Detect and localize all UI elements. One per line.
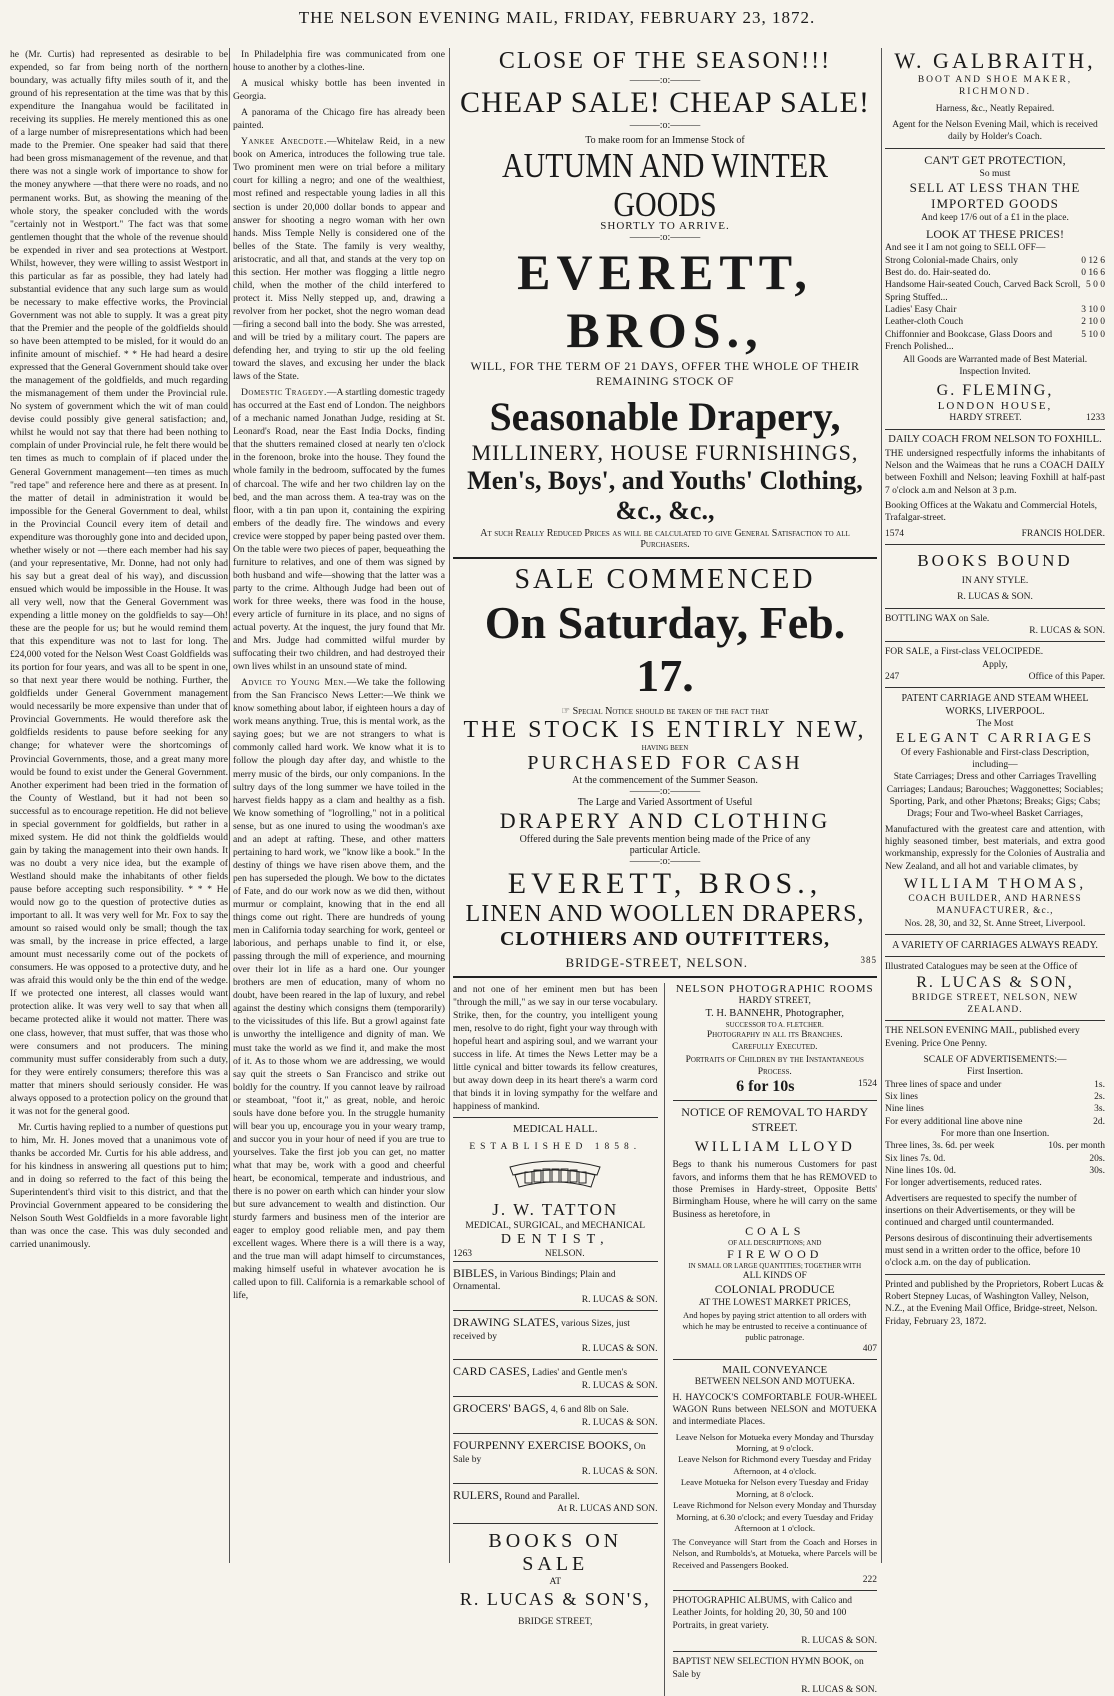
price-item: Strong Colonial-made Chairs, only [885, 255, 1018, 266]
lucas-ad-text: various Sizes, just received by [453, 1319, 630, 1342]
ad-line: PURCHASED FOR CASH [527, 752, 803, 774]
ad-line: LOOK AT THESE PRICES! [926, 227, 1064, 242]
ad-line: Booking Offices at the Wakatu and Commercial Hotels, Trafalgar-street. [885, 500, 1098, 524]
price-value: 5 10 0 [1081, 329, 1105, 340]
divider [453, 1523, 658, 1524]
ad-line: BRIDGE STREET, [518, 1616, 593, 1627]
price-value: 2s. [1094, 1091, 1105, 1102]
ad-line: Begs to thank his numerous Customers for past favors, and informs them that he has REMOVED to those Premises in Hardy-street, Opposite Betts' Birmingham House, where he will carry on the same Business as heretofore, in [672, 1160, 877, 1220]
divider [885, 1020, 1105, 1021]
article-paragraph: In Philadelphia fire was communicated from one house to another by a clothes-line. [233, 49, 445, 74]
ad-line: EVERETT, BROS., [517, 244, 813, 358]
ad-line: Seasonable Drapery, [489, 394, 841, 439]
ad-line: IN SMALL OR LARGE QUANTITIES; TOGETHER WITH [688, 1262, 862, 1271]
article-text: —A startling domestic tragedy has occurred at the East end of London. The neighbors of a mechanic named Jonathan Judge, residing at St. Leonard's Road, near the East India Docks, finding that the shutters remained closed at nearly ten o'clock in the forenoon, broke into the house. They found the whole family in the bedroom, suffocated by the fumes of charcoal. The wife and her two children lay on the bed, and the man across them. A tea-tray was on the floor, with a tin pan upon it, containing the expiring embers of the deadly fire. The windows and every crevice were stopped by paper being pasted over them. On the table were two pieces of paper, bequeathing the furniture to relatives, and one of them was signed by both husband and wife—showing that the latter was a party to the crime. Although Judge had been out of work for three weeks, there was food in the house, every article of furniture in its place, and no signs of actual poverty. At the inquest, the jury found that Mr. and Mrs. Judge had committed wilful murder by suffocating their two children, and had destroyed their own lives whilst in an unsound state of mind. [233, 387, 445, 673]
divider [673, 1590, 878, 1591]
ad-line: Men's, Boys', and Youths' Clothing, &c., &c., [467, 466, 863, 525]
divider [885, 687, 1105, 688]
ad-line: THE undersigned respectfully informs the inhabitants of Nelson and the Waimeas that he runs a COACH DAILY between Foxhill and Nelson; leaving Foxhill at half-past 7 o'clock a.m and Nelson at 3 p.m. [885, 448, 1105, 496]
ad-line: Nos. 28, 30, and 32, St. Anne Street, Liverpool. [904, 918, 1086, 929]
lucas-ad-head: DRAWING SLATES, [453, 1315, 559, 1330]
ad-line: Illustrated Catalogues may be seen at the Office of [885, 962, 1078, 973]
divider [885, 608, 1105, 609]
ad-line: PATENT CARRIAGE AND STEAM WHEEL WORKS, LIVERPOOL. [901, 693, 1089, 718]
ad-line: COALS [745, 1224, 805, 1239]
price-value: 0 16 6 [1081, 268, 1105, 279]
article-paragraph: Mr. Curtis having replied to a number of questions put to him, Mr. H. Jones moved that a unanimous vote of thanks be accorded Mr. Curtis for his able address, and for his kindness in answering all questions put to him; and in doing so referred to the fact of this being the Superintendent's third visit to this district, and that the Provincial Government appeared to be considering the Nelson South West Goldfields in a more favorable light than was once the case. This was duly seconded and carried unanimously. [10, 1121, 228, 1251]
divider [885, 1274, 1105, 1275]
ad-line: SUCCESSOR TO A. FLETCHER. [725, 1020, 824, 1029]
ad-line: R. LUCAS & SON. [801, 1635, 877, 1646]
lucas-ad-head: FOURPENNY EXERCISE BOOKS, [453, 1438, 632, 1453]
everett-advertisement [453, 48, 877, 971]
ad-line: CLOSE OF THE SEASON!!! [498, 48, 832, 74]
rates-first [885, 1079, 1105, 1128]
ad-line: BETWEEN NELSON AND MOTUEKA. [694, 1377, 855, 1388]
ad-line: EVERETT, BROS., [507, 867, 823, 900]
price-value: 10s. per month [1048, 1141, 1105, 1152]
ad-line: A VARIETY OF CARRIAGES ALWAYS READY. [892, 940, 1098, 952]
ad-line: To make room for an Immense Stock of [585, 135, 745, 146]
divider [673, 1100, 878, 1101]
ad-line: SELL AT LESS THAN THE IMPORTED GOODS [909, 180, 1081, 212]
ad-number: 385 [860, 955, 877, 965]
lucas-ad-head: CARD CASES, [453, 1364, 530, 1379]
ad-line: IN ANY STYLE. [961, 575, 1029, 586]
price-item: Six lines 7s. 0d. [885, 1153, 946, 1164]
ad-line: DENTIST, [500, 1232, 610, 1248]
ad-line: BOOT AND SHOE MAKER, RICHMOND. [917, 75, 1073, 98]
ad-line: At the commencement of the Summer Season. [572, 775, 758, 786]
ad-line: For more than one Insertion. [940, 1128, 1050, 1139]
ad-line: LONDON HOUSE, [937, 400, 1053, 413]
ad-line: NELSON. [544, 1249, 585, 1260]
divider [453, 976, 877, 978]
column-3 [453, 48, 877, 1695]
ad-line: HARDY STREET, [738, 996, 811, 1006]
divider [885, 544, 1105, 545]
ad-divider: ———:o:——— [629, 786, 701, 797]
article-paragraph: A musical whisky bottle has been invented in Georgia. [233, 78, 445, 103]
ad-line: CAN'T GET PROTECTION, [924, 152, 1066, 167]
price-row [885, 1091, 1105, 1103]
schedule-item: Leave Richmond for Nelson every Monday and Thursday Morning, at 6.30 o'clock; and every Tuesday and Friday Afternoon at 1 o'clock. [673, 1500, 877, 1533]
column-rule [229, 48, 230, 1563]
price-row [885, 316, 1105, 328]
schedule-item: Leave Motueka for Nelson every Tuesday and Friday Morning, at 8 o'clock. [680, 1477, 869, 1499]
ad-line: R. LUCAS & SON. [1029, 625, 1105, 636]
ad-line: FIREWOOD [727, 1247, 823, 1262]
schedule-item: Leave Nelson for Motueka every Monday and Thursday Morning, at 9 o'clock. [675, 1431, 874, 1454]
ad-line: The Most [976, 719, 1014, 730]
ad-line: Persons desirous of discontinuing their advertisements must send in a written order to the office, before 10 o'clock a.m. on the day of publication. [885, 1233, 1093, 1269]
divider [673, 1359, 878, 1360]
ad-line: THE NELSON EVENING MAIL, published every Evening. Price One Penny. [885, 1026, 1080, 1049]
lucas-ad-head: RULERS, [453, 1487, 503, 1502]
price-row [885, 329, 1105, 354]
ad-line: R. LUCAS & SON. [801, 1684, 877, 1695]
price-value: 30s. [1089, 1165, 1105, 1176]
divider [885, 956, 1105, 957]
lucas-ad-text: Ladies' and Gentle men's [532, 1368, 628, 1379]
ad-line: First Insertion. [967, 1067, 1023, 1078]
ad-line: J. W. TATTON [492, 1200, 619, 1220]
ad-line: For longer advertisements, reduced rates. [885, 1178, 1042, 1189]
ad-line: And see it I am not going to SELL OFF— [885, 243, 1046, 254]
lucas-ad [453, 1310, 658, 1359]
ad-line: Of every Fashionable and First-class Description, including— [900, 747, 1090, 771]
divider [885, 429, 1105, 430]
ad-line: BOTTLING WAX on Sale. [885, 613, 990, 624]
ad-line: COLONIAL PRODUCE [714, 1282, 835, 1297]
article-heading: Yankee Anecdote. [241, 136, 327, 148]
teeth-icon [453, 1157, 658, 1196]
ad-line: T. H. BANNEHR, Photographer, [705, 1008, 844, 1020]
column-rule [881, 48, 882, 1563]
article-paragraph [233, 676, 445, 1302]
lucas-ad-head: GROCERS' BAGS, [453, 1401, 549, 1416]
ad-line: On Saturday, Feb. 17. [484, 597, 846, 701]
ad-line: At such Really Reduced Prices as will be calculated to give General Satisfaction to all Purchasers. [480, 528, 850, 550]
price-item: For every additional line above nine [885, 1116, 1023, 1127]
ad-line: AT [549, 1577, 562, 1588]
ad-number: 1263 [453, 1249, 472, 1260]
ad-line: WILL, FOR THE TERM OF 21 DAYS, OFFER THE WHOLE OF THEIR REMAINING STOCK OF [470, 359, 860, 388]
ad-line: BRIDGE STREET, NELSON, NEW ZEALAND. [911, 992, 1079, 1015]
column-2 [233, 48, 445, 1563]
ad-number: 222 [862, 1574, 877, 1585]
ad-line: Photography in all its Branches. [706, 1029, 843, 1040]
divider [453, 557, 877, 559]
column-3a [453, 983, 665, 1696]
article-text: —We take the following from the San Francisco News Letter:—We think we know something about labor, if eighteen hours a day of work means anything. True, this is mental work, as the saying goes; but we are not strangers to what is commonly called hard work. We know what it is to follow the plough day after day, and whistle to the merry music of the birds, our only companions. In the sultry days of the long summer we have toiled in the harvest fields happy as a clam and healthy as a fish. We know something of "logrolling," not in a political sense, but as one inured to using the woodman's axe and an adept at rafting. These, and other matters pertaining to hard work, we "know like a book." In the destiny of things we have risen above them, and the pen has superseded the plough. We bow to the dictates of Fate, and do our work now as we did then, without murmur or complaint, knowing that in the end all things come out right. There are hundreds of young men in California today searching for work, genteel or laborious, and perhaps unable to find it, or else, passing through the mill of experience, and mourning over their lot in life as a hard one. Our younger brothers are men of education, many of whom no doubt, have been reared in the lap of luxury, and rebel against the destiny which consigns them (temporarily) to the vicissitudes of this life. But a growl against fate is unworthy the intelligence and dignity of man. We must take the world as we find it, and make the most of it. As to those whom we are addressing, we would say quit the streets o San Francisco and strike out boldly for the country. If you cannot leave by railroad or steamboat, "foot it," as great, noble, and heroic souls have done before you. In the struggle humanity will bear you up, encourage you in your weary tramp, and succor you in your hour of need if you are true to yourselves. Take the first job you can get, no matter what that may be, work with a good and cheerful heart, be economical, temperate and industrious, and there is no power on earth which can hinder your slow but sure advancement to wealth and distinction. Our sturdy farmers and business men of the interior are eager to employ good reliable men, and pay them excellent wages. Where there is a will there is a way, and the true man will adapt himself to circumstances, making himself useful in whatever avocation he is called upon to fill. California is a remarkable school of life, [233, 677, 445, 1302]
lucas-ad-by: At R. LUCAS AND SON. [557, 1504, 658, 1515]
ad-line: All Goods are Warranted made of Best Material. Inspection Invited. [902, 354, 1088, 377]
ad-line: SHORTLY TO ARRIVE. [600, 220, 730, 232]
price-value: 3 10 0 [1081, 305, 1105, 316]
ad-line: BRIDGE-STREET, NELSON. [565, 955, 748, 970]
ad-line: The Large and Varied Assortment of Useful [577, 797, 753, 808]
price-item: Three lines of space and under [885, 1079, 1002, 1090]
ad-line: HAVING BEEN [641, 744, 689, 752]
ad-line: Agent for the Nelson Evening Mail, which is received daily by Holder's Coach. [892, 120, 1098, 143]
ad-line: R. LUCAS & SON. [957, 592, 1033, 603]
price-item: Nine lines 10s. 0d. [885, 1165, 956, 1176]
ad-line: SCALE OF ADVERTISEMENTS:— [923, 1054, 1067, 1065]
ad-line: W. GALBRAITH, [894, 48, 1096, 73]
price-row [885, 1103, 1105, 1115]
ad-line: Harness, &c., Neatly Repaired. [935, 103, 1055, 114]
ad-line: And hopes by paying strict attention to all orders with which he may be entrusted to receive a continuance of public patronage. [682, 1309, 868, 1342]
price-row [885, 279, 1105, 304]
price-item: Ladies' Easy Chair [885, 305, 957, 316]
price-value: 5 0 0 [1086, 280, 1105, 291]
column-4 [885, 48, 1105, 1563]
column-rule [449, 48, 450, 1563]
lucas-ad-head: BIBLES, [453, 1265, 498, 1280]
ad-number: 1524 [858, 1079, 877, 1090]
ad-line: State Carriages; Dress and other Carriages Travelling Carriages; Landaus; Barouches; Waggonettes; Sociables; Sporting, Park, and other Phætons; Breaks; Gigs; Cabs; Drags; Four and Two-wheel Basket Carriages, [886, 772, 1104, 820]
price-item: Nine lines [885, 1104, 924, 1115]
divider [885, 148, 1105, 149]
ad-line: SALE COMMENCED [514, 564, 816, 595]
ad-line: OF ALL DESCRIPTIONS; AND [728, 1239, 822, 1248]
price-value: 1s. [1094, 1079, 1105, 1090]
masthead: THE NELSON EVENING MAIL, FRIDAY, FEBRUARY 23, 1872. [298, 8, 816, 27]
divider [885, 641, 1105, 642]
price-row [885, 1079, 1105, 1091]
price-row [885, 267, 1105, 279]
ad-line: NOTICE OF REMOVAL TO HARDY STREET. [681, 1105, 869, 1135]
ad-number: 1574 [885, 528, 904, 539]
price-value: 0 12 6 [1081, 255, 1105, 266]
lucas-ad [453, 1396, 658, 1433]
divider [885, 934, 1105, 935]
schedule-item: Leave Nelson for Richmond every Tuesday and Friday Afternoon, at 4 o'clock. [678, 1454, 872, 1476]
lucas-ad-by: R. LUCAS & SON. [581, 1380, 658, 1391]
lucas-ad-by: R. LUCAS & SON. [581, 1417, 658, 1428]
ad-line: MEDICAL HALL. [512, 1123, 598, 1136]
lucas-ad-text: Round and Parallel. [504, 1491, 580, 1502]
ad-line: MILLINERY, HOUSE FURNISHINGS, [471, 440, 859, 465]
ad-line: Office of this Paper. [1028, 672, 1105, 682]
ad-line: PHOTOGRAPHIC ALBUMS, with Calico and Leather Joints, for holding 20, 30, 50 and 100 Portraits, in great variety. [672, 1595, 853, 1631]
ad-line: AT THE LOWEST MARKET PRICES, [698, 1298, 851, 1309]
ad-number: 247 [885, 672, 900, 682]
ad-line: Carefully Executed. [732, 1042, 818, 1053]
ad-divider: ———:o:——— [629, 232, 701, 243]
price-value: 2d. [1093, 1116, 1105, 1127]
ad-line: Advertisers are requested to specify the number of insertions on their Advertisements, or they will be continued and charged until countermanded. [885, 1193, 1077, 1229]
ad-divider: ———:o:——— [629, 856, 701, 867]
lucas-ad-by: R. LUCAS & SON. [581, 1467, 658, 1478]
ad-line: BAPTIST NEW SELECTION HYMN BOOK, on Sale by [672, 1657, 864, 1680]
ad-line: FOR SALE, a First-class VELOCIPEDE. [885, 647, 1044, 658]
ad-line: And keep 17/6 out of a £1 in the place. [921, 213, 1069, 224]
price-value: 20s. [1089, 1153, 1105, 1164]
article-heading: Advice to Young Men. [241, 677, 347, 689]
price-item: Chiffonnier and Bookcase, Glass Doors and French Polished... [885, 329, 1053, 353]
ad-line: MEDICAL, SURGICAL, and MECHANICAL [465, 1221, 646, 1232]
lucas-ad [453, 1433, 658, 1482]
rates-more [885, 1140, 1105, 1177]
ad-line: ☞ Special Notice should be taken of the fact that [561, 706, 769, 717]
price-item: Three lines, 3s. 6d. per week [885, 1141, 995, 1152]
lucas-ad [453, 1483, 658, 1520]
ad-line: Portraits of Children by the Instantaneous Process. [685, 1054, 864, 1078]
ad-line: WILLIAM LLOYD [694, 1139, 855, 1156]
article-paragraph: and not one of her eminent men but has been "through the mill," as we say in our terse vocabulary. Strike, then, for the country, you intelligent young men, resolve to do right, fight your way through with hopeful heart and aspiring soul, and we warrant your success in life. At times the News Letter may be a little cynical and bitter towards its fellow creatures, but away down deep in its heart there's a warm cord that binds it in loving sympathy for the welfare and happiness of mankind. [453, 984, 658, 1113]
ad-line: HARDY STREET. [949, 413, 1022, 424]
ad-line: CLOTHIERS AND OUTFITTERS, [499, 928, 831, 950]
ad-line: Offered during the Sale prevents mention being made of the Price of any particular Article. [519, 834, 811, 856]
ad-line: COACH BUILDER, AND HARNESS MANUFACTURER, &c., [908, 894, 1082, 917]
article-paragraph [233, 135, 445, 383]
lucas-ad [453, 1261, 658, 1310]
divider [673, 1651, 878, 1652]
price-item: Best do. do. Hair-seated do. [885, 268, 991, 279]
lucas-ad-text: in Various Bindings; Plain and Ornamental. [453, 1269, 616, 1293]
ad-line: WILLIAM THOMAS, [903, 876, 1087, 893]
ad-line: AUTUMN AND WINTER GOODS [501, 146, 829, 224]
price-row [885, 1116, 1105, 1128]
ad-line: DAILY COACH FROM NELSON TO FOXHILL. [888, 433, 1102, 445]
ad-line: So must [979, 168, 1011, 179]
article-paragraph: A panorama of the Chicago fire has already been painted. [233, 107, 445, 132]
lucas-ad-by: R. LUCAS & SON. [581, 1294, 658, 1305]
ad-line: BOOKS ON SALE [488, 1530, 623, 1576]
price-row [885, 1165, 1105, 1177]
lucas-ad-by: R. LUCAS & SON. [581, 1344, 658, 1355]
price-item: Six lines [885, 1091, 918, 1102]
price-item: Leather-cloth Couch [885, 317, 964, 328]
ad-line: BOOKS BOUND [917, 550, 1073, 570]
lucas-ad [453, 1359, 658, 1396]
column-1 [10, 48, 228, 1563]
ad-line: R. LUCAS & SON, [916, 973, 1074, 991]
price-row [885, 255, 1105, 267]
ad-line: NELSON PHOTOGRAPHIC ROOMS [675, 983, 874, 995]
ad-line: LINEN AND WOOLLEN DRAPERS, [465, 901, 865, 927]
ad-divider: ———:o:——— [629, 75, 701, 86]
price-value: 3s. [1094, 1104, 1105, 1115]
ad-line: R. LUCAS & SON'S, [459, 1588, 651, 1609]
ad-line: The Conveyance will Start from the Coach and Horses in Nelson, and Rumbolds's, at Motueka, where Parcels will be Received and Passengers Booked. [672, 1537, 877, 1570]
price-row [885, 1140, 1105, 1152]
price-row [885, 304, 1105, 316]
article-paragraph [233, 386, 445, 673]
ad-line: THE STOCK IS ENTIRLY NEW, [463, 717, 867, 743]
ad-line: G. FLEMING, [936, 382, 1054, 400]
article-paragraph: he (Mr. Curtis) had represented as desirable to be expended, so far from being north of the northern boundary, was actually fifty miles south of it, and the ground of his representation at the time was that by this expenditure the Inangahua would be facilitated in receiving its supplies. He merely mentioned this as one of a large number of misrepresentations which had been made to the Premier. One speaker had said that there had been gross mismanagement of the revenue, and that there was not a single work of importance to show for the money anywhere —that there were no roads, and no permanent works. But, as showing the meaning of the whole story, the speaker concluded with the words "certainly not in Westport." The fact was that some gentlemen thought that the whole of the revenue should be expended in river and sea protections at Westport. Whilst, however, they were willing to assist Westport in this particular as far as possible, they had lately had substantial evidence that any such large sum as would be necessary to make effective works, the Provincial Government was not able to supply. It was a great pity that the Premier and the people of the goldfields should so have been attempted to be misled, for it would do an infinite amount of mischief. * * He had heard a desire expressed that the General Government should take over the management of the goldfields, and much regarding the mismanagement of them under the Provincial rule. No system of government which the wit of man could devise could possibly give general satisfaction; and, whilst he would not say that there had been nothing to complain of under Provincial rule, he felt there would be ten times as much to complain of if placed under the General Government management—ten times as much "red tape" and reference here and there as at present. In the matter of detail in administration it would be impossible for the General Government to deal, whilst in the Provincial Council every item of detail and expenditure was thoroughly gone into and decided upon, whether wisely or not —there each member had his say (and your representative, Mr. Donne, had not only had his say but a great deal of his way), and discussion ensued which would be impossible in the House. It was all very well, now that the General Government was expending a little money on the goldfields to say—Oh! these are the people for us; but he would remind them that this expenditure was not to last for long. The £24,000 voted for the Nelson West Coast Goldfields was its portion for four years, and was all to be spent in one, so that next year there would be nothing. Further, the goldfields under General Government management would necessarily be more expensive than under that of Provincial Governments. He would therefore ask the goldfields residents to pause before seeking for any change; for whatever were the shortcomings of Provincial Governments, those, and a great many more would be found to exist under the General Government. Another experiment had been tried in the formation of the County of Westland, but it had not been so successful as to encourage repetition. He did not believe in special government for goldfields, but rather in a mixed system. He did not think the goldfields would gain by taking the management into their own hands. It was no doubt a very nice idea, but the example of Westland should make the inhabitants of other fields pause before accepting such responsibility. * * * He would now go to the question of protective duties as important to all. It was very well for Mr. Fox to say the amount so raised would only be small; though the tax was small, by the increase in price effected, a large amount must necessarily come out of the pockets of consumers. He was opposed to a protective duty, and he was afraid this would only be the thin end of the wedge. If we protected one interest, all classes would want protection alike. It was very well to say that when all became protected alike it would not matter. There was one class, however, that must suffer, that was those who were consumers and not producers. The mining community must suffer considerably from such a duty, for they were entirely consumers; therefore this was a matter that miners should seriously consider. He was always opposed to a protection policy on the ground that it was not for the general good. [10, 49, 228, 1117]
column-3b [673, 983, 878, 1696]
ad-line: H. HAYCOCK'S COMFORTABLE FOUR-WHEEL WAGON Runs between NELSON and MOTUEKA and intermediate Places. [672, 1392, 877, 1428]
ad-line: DRAPERY AND CLOTHING [499, 808, 831, 833]
article-text: —Whitelaw Reid, in a new book on America, introduces the following true tale. Two prominent men were on trial before a military court for killing a negro; and one of the wealthiest, most refined and respectable young ladies in all this section is under 20,000 dollar bonds to appear and answer for shooting a negro woman with her own hands. Miss Temple Nelly is considered one of the belles of the State. The family is very wealthy, aristocratic, and all that, and stands at the very top on this section. Her mother was flogging a little negro child, when the mother of the child interfered to protect it. Miss Nelly stepped up, and, drawing a revolver from her pocket, shot the negro woman dead—firing a second ball into the body. She was arrested, and will be tried by a military court. The papers are defending her, and trying to stir up the old feeling toward the slaves, and excusing her under the black laws of the State. [233, 136, 446, 383]
lucas-ad-text: 4, 6 and 8lb on Sale. [550, 1405, 629, 1416]
ad-line: Apply, [982, 659, 1008, 670]
ad-number: 1233 [1086, 413, 1105, 424]
ad-line: ESTABLISHED 1858. [469, 1141, 642, 1152]
ad-line: ALL KINDS OF [742, 1271, 807, 1282]
imprint: Printed and published by the Proprietors, Robert Lucas & Robert Stepney Lucas, of Washington Valley, Nelson, N.Z., at the Evening Mail Office, Bridge-street, Nelson. Friday, February 23, 1872. [885, 1279, 1104, 1327]
ad-line: FRANCIS HOLDER. [1021, 528, 1105, 539]
lucas-ad-text: On Sale by [453, 1442, 646, 1465]
ad-line: ELEGANT CARRIAGES [895, 730, 1095, 746]
ad-line: CHEAP SALE! CHEAP SALE! [460, 86, 870, 119]
price-value: 2 10 0 [1081, 317, 1105, 328]
ad-number: 407 [862, 1343, 877, 1354]
ad-line: Manufactured with the greatest care and attention, with highly seasoned timber, best materials, and extra good workmanship, expressly for the Colonies of Australia and New Zealand, and all hot and variable climates, by [885, 824, 1105, 872]
divider [453, 1117, 658, 1118]
price-row [885, 1153, 1105, 1165]
article-heading: Domestic Tragedy. [241, 387, 327, 399]
ad-line: 6 for 10s [736, 1078, 795, 1096]
price-item: Handsome Hair-seated Couch, Carved Back Scroll, Spring Stuffed... [885, 280, 1081, 303]
price-list [885, 255, 1105, 354]
ad-line: MAIL CONVEYANCE [722, 1364, 828, 1377]
ad-divider: ———:o:——— [629, 120, 701, 131]
